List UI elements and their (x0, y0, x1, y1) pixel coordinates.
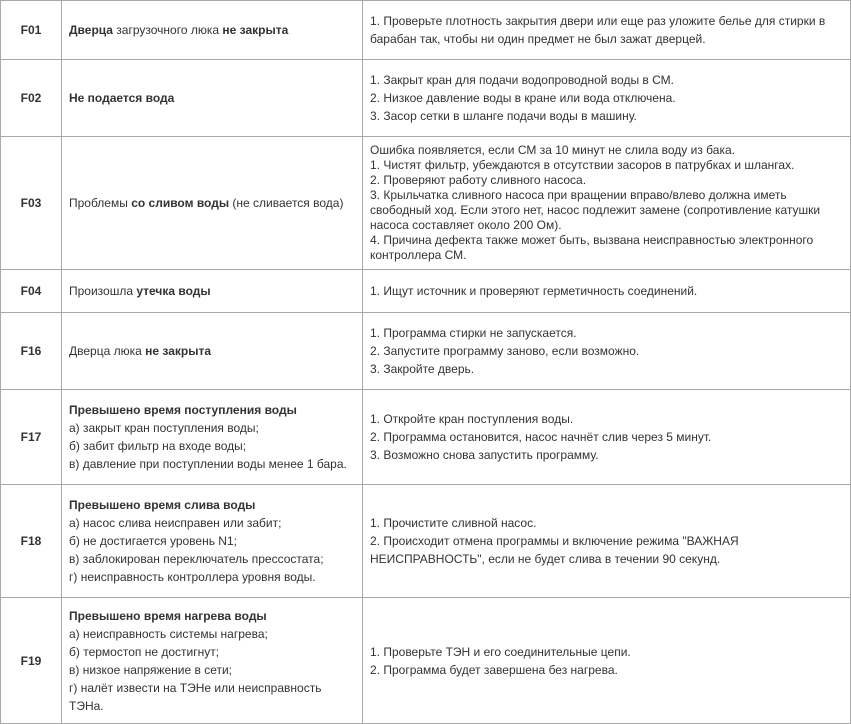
error-fix (363, 270, 851, 313)
fix-line: 1. Проверьте ТЭН и его соединительные цепи. (370, 644, 631, 659)
table-row-f16 (1, 313, 851, 390)
fix-line: 3. Возможно снова запустить программу. (370, 448, 599, 462)
table-row-f03 (1, 137, 851, 270)
table-row-f17 (1, 390, 851, 485)
error-description (62, 598, 363, 724)
fix-line: 3. Закройте дверь. (370, 362, 475, 376)
table-row-f04 (1, 270, 851, 313)
cause-line: в) давление при поступлении воды менее 1 бара. (69, 457, 347, 471)
fix-line: 2. Программа остановится, насос начнёт слив через 5 минут. (370, 430, 712, 444)
fix-line: 2. Проверяют работу сливного насоса. (370, 173, 587, 187)
fix-line: 3. Крыльчатка сливного насоса при вращении вправо/влево должна иметь свободный ход. Если этого нет, насос подлежит замене (сопротивление катушки насоса составляет около 200 Ом). (370, 188, 821, 232)
error-code: F03 (1, 137, 62, 270)
fix-line: 1. Программа стирки не запускается. (370, 326, 577, 340)
description-title: Превышено время поступления воды (69, 403, 297, 417)
fix-line: 1. Ищут источник и проверяют герметичность соединений. (370, 284, 698, 298)
cause-line: а) насос слива неисправен или забит; (69, 516, 282, 530)
fix-line: 3. Засор сетки в шланге подачи воды в машину. (370, 109, 637, 123)
fix-line: 4. Причина дефекта также может быть, вызвана неисправностью электронного контроллера СМ. (370, 233, 814, 262)
error-code: F16 (1, 313, 62, 390)
error-description: Дверца загрузочного люка не закрыта (62, 1, 363, 60)
fix-line: 1. Прочистите сливной насос. (370, 516, 537, 530)
fix-line: 2. Низкое давление воды в кране или вода отключена. (370, 91, 676, 105)
error-fix (363, 137, 851, 270)
cause-line: в) низкое напряжение в сети; (69, 662, 232, 677)
table-row-f01 (1, 1, 851, 60)
error-fix (363, 313, 851, 390)
description-title: Превышено время нагрева воды (69, 608, 267, 623)
error-code: F02 (1, 60, 62, 137)
cause-line: г) налёт извести на ТЭНе или неисправность ТЭНа. (69, 680, 322, 713)
error-code: F04 (1, 270, 62, 313)
table-row-f02 (1, 60, 851, 137)
error-description (62, 390, 363, 485)
error-code: F18 (1, 485, 62, 598)
error-description: Дверца люка не закрыта (62, 313, 363, 390)
fix-line: 2. Программа будет завершена без нагрева. (370, 662, 618, 677)
fix-line: Ошибка появляется, если СМ за 10 минут не слила воду из бака. (370, 143, 735, 157)
fix-line: 1. Чистят фильтр, убеждаются в отсутствии засоров в патрубках и шлангах. (370, 158, 795, 172)
error-code: F19 (1, 598, 62, 724)
fix-line: 1. Закрыт кран для подачи водопроводной воды в СМ. (370, 73, 674, 87)
cause-line: в) заблокирован переключатель прессостата; (69, 552, 324, 566)
error-description: Проблемы со сливом воды (не сливается вода) (62, 137, 363, 270)
cause-line: а) закрыт кран поступления воды; (69, 421, 259, 435)
cause-line: б) термостоп не достигнут; (69, 644, 220, 659)
error-code: F01 (1, 1, 62, 60)
fix-line: 1. Откройте кран поступления воды. (370, 412, 574, 426)
error-description: Не подается вода (62, 60, 363, 137)
cause-line: б) не достигается уровень N1; (69, 534, 237, 548)
cause-line: а) неисправность системы нагрева; (69, 626, 268, 641)
table-row-f19 (1, 598, 851, 724)
cause-line: г) неисправность контроллера уровня воды. (69, 570, 316, 584)
fix-line: 2. Запустите программу заново, если возможно. (370, 344, 640, 358)
error-fix (363, 60, 851, 137)
table-row-f18 (1, 485, 851, 598)
error-description (62, 485, 363, 598)
description-title: Превышено время слива воды (69, 498, 256, 512)
error-fix (363, 390, 851, 485)
cause-line: б) забит фильтр на входе воды; (69, 439, 247, 453)
error-description: Произошла утечка воды (62, 270, 363, 313)
error-fix (363, 1, 851, 60)
error-fix (363, 485, 851, 598)
error-fix (363, 598, 851, 724)
error-code: F17 (1, 390, 62, 485)
fix-line: 1. Проверьте плотность закрытия двери или еще раз уложите белье для стирки в барабан так, чтобы ни один предмет не был зажат дверцей. (370, 14, 826, 46)
fix-line: 2. Происходит отмена программы и включение режима "ВАЖНАЯ НЕИСПРАВНОСТЬ", если не будет слива в течении 90 секунд. (370, 534, 739, 566)
